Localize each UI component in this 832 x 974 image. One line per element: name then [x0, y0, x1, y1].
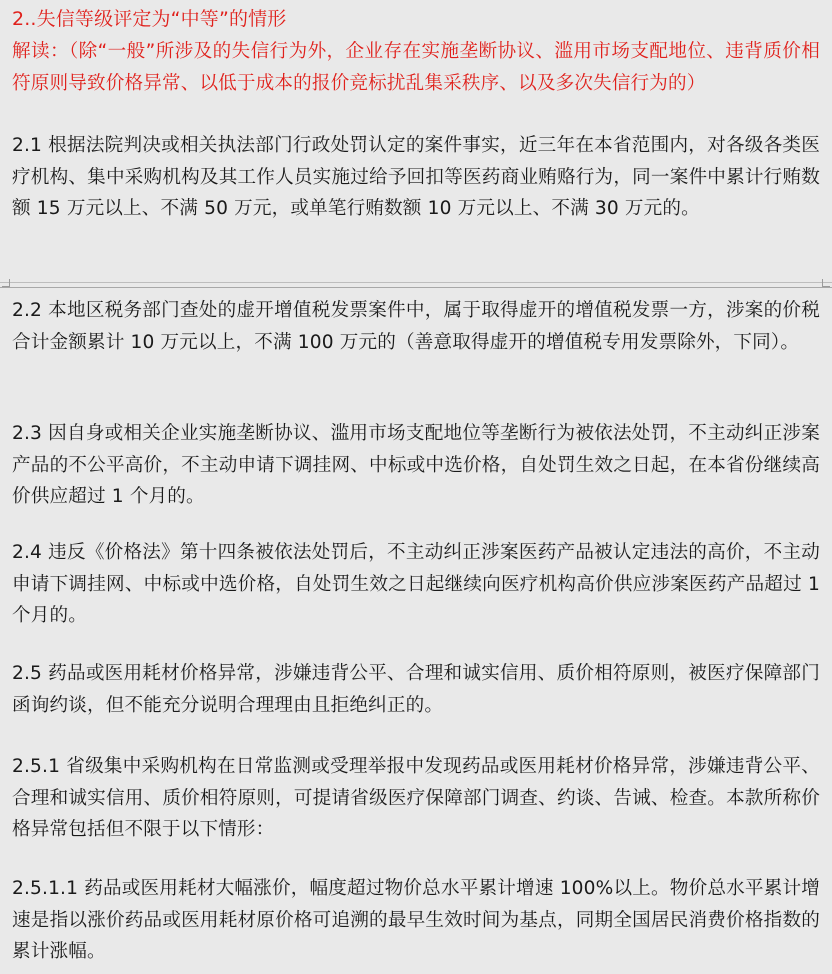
clause-2-4: 2.4 违反《价格法》第十四条被依法处罚后，不主动纠正涉案医药产品被认定违法的高价，不主动申请下调挂网、中标或中选价格，自处罚生效之日起继续向医疗机构高价供应涉案医药产品超过 1 个月的。: [12, 542, 820, 626]
clause-2-5-1: 2.5.1 省级集中采购机构在日常监测或受理举报中发现药品或医用耗材价格异常，涉嫌违背公平、合理和诚实信用、质价相符原则，可提请省级医疗保障部门调查、约谈、告诫、检查。本款所称价格异常包括但不限于以下情形：: [12, 756, 820, 840]
crop-mark-left-icon: [2, 279, 10, 287]
clause-2-1: 2.1 根据法院判决或相关执法部门行政处罚认定的案件事实，近三年在本省范围内，对各级各类医疗机构、集中采购机构及其工作人员实施过给予回扣等医药商业贿赂行为，同一案件中累计行贿数额 15 万元以上、不满 50 万元，或单笔行贿数额 10 万元以上、不满 30 万元的。: [12, 135, 820, 219]
clause-2-3: 2.3 因自身或相关企业实施垄断协议、滥用市场支配地位等垄断行为被依法处罚，不主动纠正涉案产品的不公平高价，不主动申请下调挂网、中标或中选价格，自处罚生效之日起，在本省份继续高价供应超过 1 个月的。: [12, 423, 820, 507]
section-interpretation: 解读：（除“一般”所涉及的失信行为外，企业存在实施垄断协议、滥用市场支配地位、违背质价相符原则导致价格异常、以低于成本的报价竞标扰乱集采秩序、以及多次失信行为的）: [12, 41, 820, 94]
crop-mark-right-icon: [822, 279, 830, 287]
clause-2-2: 2.2 本地区税务部门查处的虚开增值税发票案件中，属于取得虚开的增值税发票一方，涉案的价税合计金额累计 10 万元以上，不满 100 万元的（善意取得虚开的增值税专用发票除外，下同）。: [12, 300, 820, 353]
clause-2-5-1-1: 2.5.1.1 药品或医用耗材大幅涨价，幅度超过物价总水平累计增速 100%以上。物价总水平累计增速是指以涨价药品或医用耗材原价格可追溯的最早生效时间为基点，同期全国居民消费价格指数的累计涨幅。: [12, 878, 820, 962]
page-break-divider: [0, 282, 832, 288]
clause-2-5: 2.5 药品或医用耗材价格异常，涉嫌违背公平、合理和诚实信用、质价相符原则，被医疗保障部门函询约谈，但不能充分说明合理理由且拒绝纠正的。: [12, 663, 820, 716]
section-heading: 2..失信等级评定为“中等”的情形: [12, 8, 287, 30]
